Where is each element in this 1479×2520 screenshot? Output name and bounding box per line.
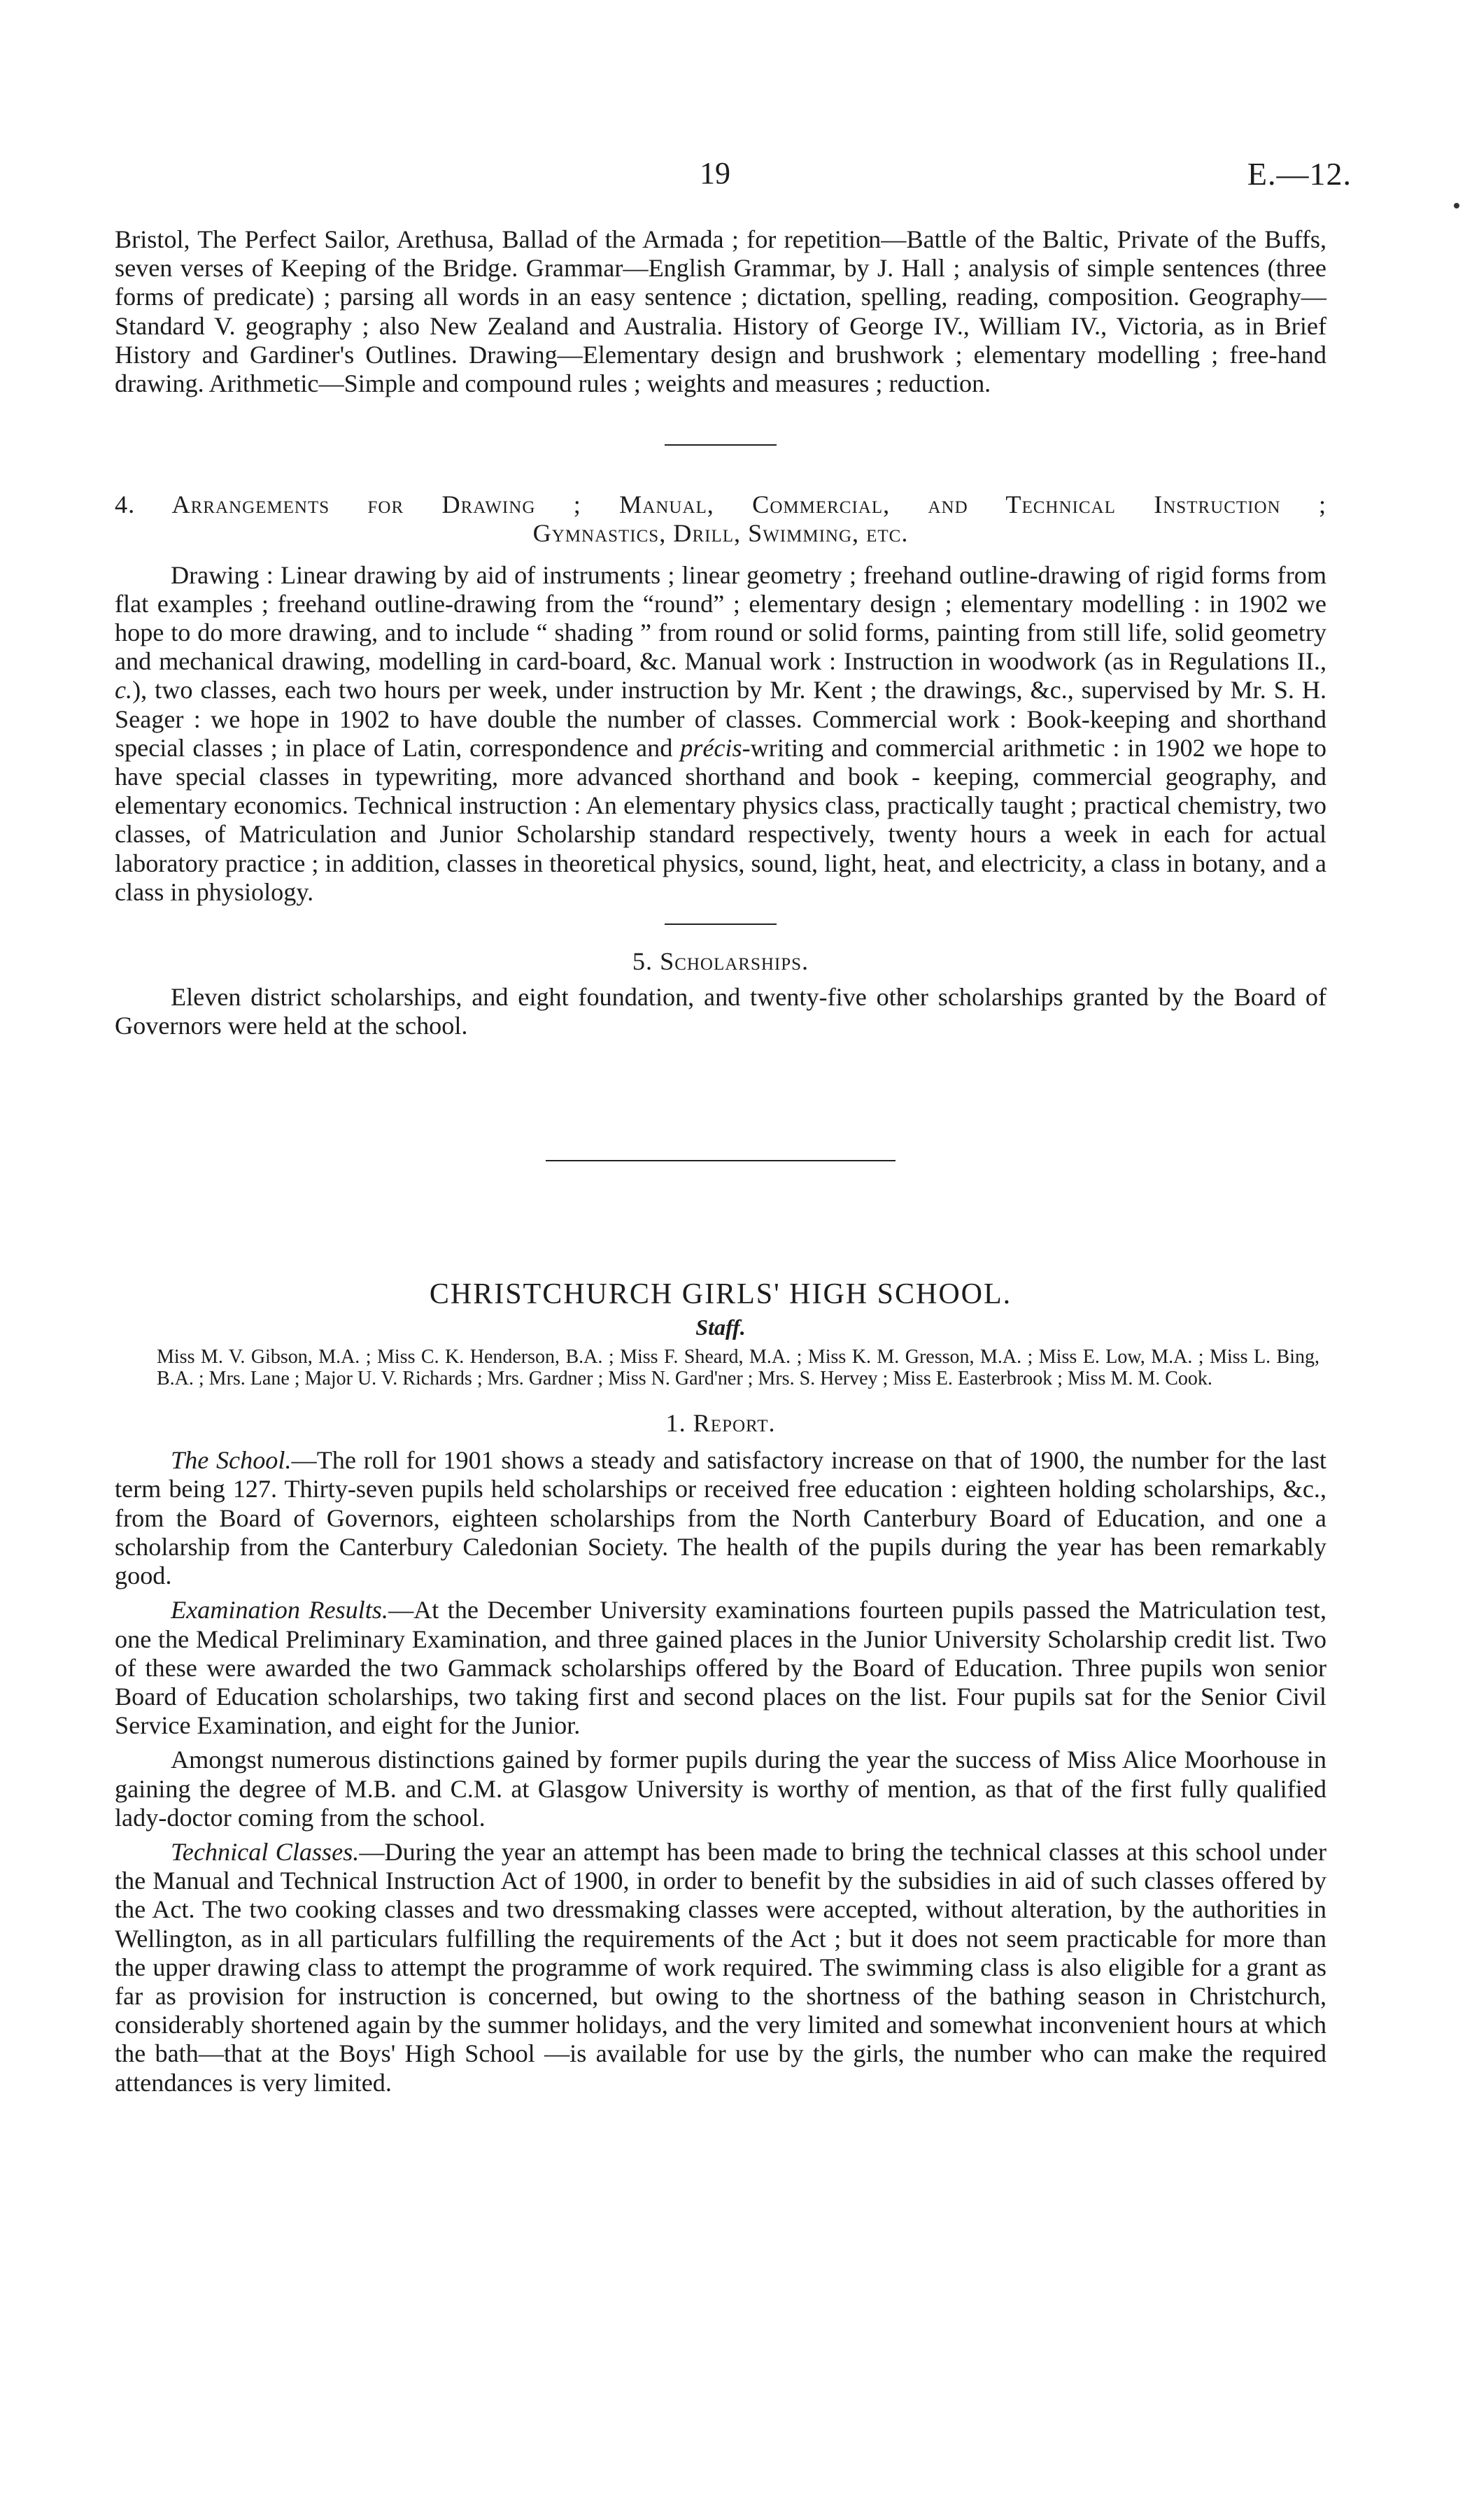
school-title: CHRISTCHURCH GIRLS' HIGH SCHOOL. xyxy=(429,1277,1012,1310)
report-body-exam: —At the December University examinations fourteen pupils passed the Matriculation test, one the Medical Preliminary Examination, and three gained places in the Junior University Scholarship credit list. Two of these were awarded the two Gammack scholarships offered by the Board of Education. Three pupils won senior Board of Education scholarships, two taking first and second places on the list. Four pupils sat for the Senior Civil Service Examination, and eight for the Junior. xyxy=(115,1596,1327,1740)
report-paragraph-school xyxy=(115,1446,1326,1590)
report-lead-exam: Examination Results. xyxy=(171,1596,388,1624)
continued-paragraph: Bristol, The Perfect Sailor, Arethusa, Ballad of the Armada ; for repetition—Battle of the Baltic, Private of the Buffs, seven verses of Keeping of the Bridge. Grammar—English Grammar, by J. Hall ; analysis of simple sentences (three forms of predicate) ; parsing all words in an easy sentence ; dictation, spelling, reading, composition. Geography—Standard V. geography ; also New Zealand and Australia. History of George IV., William IV., Victoria, as in Brief History and Gardiner's Outlines. Drawing—Elementary design and brushwork ; elementary modelling ; free-hand drawing. Arithmetic—Simple and compound rules ; weights and measures ; reduction. xyxy=(115,225,1326,398)
section-4-body-part-a: Drawing : Linear drawing by aid of instruments ; linear geometry ; freehand outline-drawing of rigid forms from flat examples ; freehand outline-drawing from the “round” ; elementary design ; elementary modelling : in 1902 we hope to do more drawing, and to include “ shading ” from round or solid forms, painting from still life, solid geometry and mechanical drawing, modelling in card-board, &c. Manual work : Instruction in woodwork (as in Regulations II., xyxy=(115,560,1326,676)
report-heading: 1. Report. xyxy=(665,1409,776,1438)
section-4-body-part-b: ), two classes, each two hours per week, under instruction by Mr. Kent ; the drawings, &c., supervised by Mr. S. H. Seager : we hope in 1902 to have double the number of classes. Commercial work : Book-keeping and shorthand special classes ; in place of Latin, correspondence and xyxy=(115,676,1326,762)
report-paragraph-technical xyxy=(115,1838,1326,2097)
staff-list: Miss M. V. Gibson, M.A. ; Miss C. K. Henderson, B.A. ; Miss F. Sheard, M.A. ; Miss K. M. Gresson, M.A. ; Miss E. Low, M.A. ; Miss L. Bing, B.A. ; Mrs. Lane ; Major U. V. Richards ; Mrs. Gardner ; Miss N. Gard'ner ; Mrs. S. Hervey ; Miss E. Easterbrook ; Miss M. M. Cook. xyxy=(157,1346,1319,1390)
section-5-body: Eleven district scholarships, and eight foundation, and twenty-five other scholarships granted by the Board of Governors were held at the school. xyxy=(115,983,1326,1040)
section-4-body-c: c. xyxy=(115,676,133,705)
section-4-heading-line-2: Gymnastics, Drill, Swimming, etc. xyxy=(532,519,909,548)
report-body-technical: —During the year an attempt has been made to bring the technical classes at this school under the Manual and Technical Instruction Act of 1900, in order to benefit by the subsidies in aid of such classes offered by the Act. The two cooking classes and two dressmaking classes were accepted, without alteration, by the authorities in Wellington, as in all particulars fulfilling the requirements of the Act ; but it does not seem practicable for more than the upper drawing class to attempt the programme of work required. The swimming class is also eligible for a grant as far as provision for instruction is concerned, but owing to the shortness of the bathing season in Christchurch, considerably shortened again by the summer holidays, and the very limited and somewhat inconvenient hours at which the bath—that at the Boys' High School —is available for use by the girls, the number who can make the required attendances is very limited. xyxy=(115,1837,1326,2097)
page-content xyxy=(115,225,1326,2097)
section-4-heading-line-1: 4. Arrangements for Drawing ; Manual, Commercial, and Technical Instruction ; xyxy=(115,490,1326,519)
print-speck xyxy=(1454,203,1459,208)
report-paragraph-exam xyxy=(115,1596,1326,1740)
report-body-school: —The roll for 1901 shows a steady and satisfactory increase on that of 1900, the number for the last term being 127. Thirty-seven pupils held scholarships or received free education : eighteen holding scholarships, &c., from the Board of Governors, eighteen scholarships from the North Canterbury Board of Education, and one a scholarship from the Canterbury Caledonian Society. The health of the pupils during the year has been remarkably good. xyxy=(115,1446,1326,1590)
report-lead-school: The School. xyxy=(171,1446,292,1475)
document-reference: E.—12. xyxy=(1247,156,1352,192)
section-4-body-precis: précis xyxy=(680,733,742,762)
page-header xyxy=(0,155,1479,197)
section-4-body xyxy=(115,561,1326,907)
report-paragraph-distinctions: Amongst numerous distinctions gained by former pupils during the year the success of Miss Alice Moorhouse in gaining the degree of M.B. and C.M. at Glasgow University is worthy of mention, as that of the first fully qualified lady-doctor coming from the school. xyxy=(115,1746,1326,1832)
section-5-heading: 5. Scholarships. xyxy=(632,947,809,976)
page-number: 19 xyxy=(700,156,730,190)
report-lead-technical: Technical Classes. xyxy=(171,1837,360,1866)
staff-label: Staff. xyxy=(695,1314,746,1340)
section-4-body-part-d: -writing and commercial arithmetic : in 1902 we hope to have special classes in typewriting, more advanced shorthand and book - keeping, commercial geography, and elementary economics. Technical instruction : An elementary physics class, practically taught ; practical chemistry, two classes, of Matriculation and Junior Scholarship standard respectively, twenty hours a week in each for actual laboratory practice ; in addition, classes in theoretical physics, sound, light, heat, and electricity, a class in botany, and a class in physiology. xyxy=(115,733,1326,906)
